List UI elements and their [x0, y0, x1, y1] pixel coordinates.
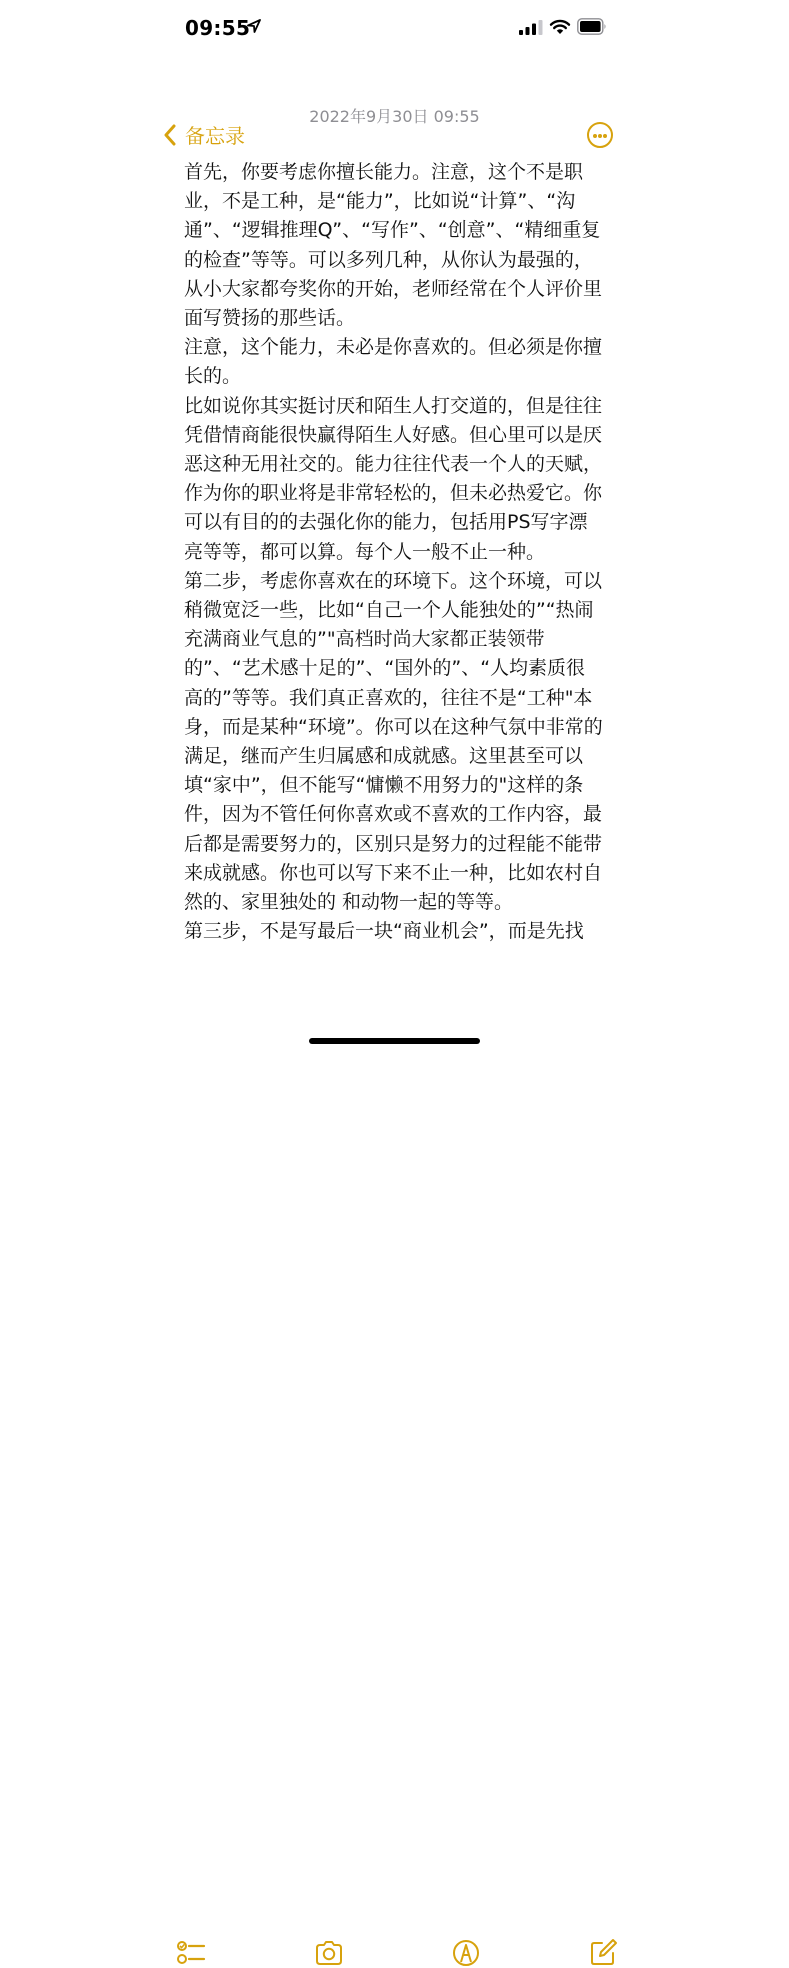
compose-icon[interactable] — [588, 1938, 618, 1968]
cellular-signal-icon — [519, 20, 543, 35]
bottom-toolbar — [0, 964, 789, 1014]
markup-pen-icon[interactable] — [451, 1938, 481, 1968]
note-body[interactable] — [184, 158, 604, 958]
status-bar — [0, 0, 789, 56]
location-arrow-icon — [246, 18, 262, 34]
note-paragraph: 第二步，考虑你喜欢在的环境下。这个环境，可以稍微宽泛一些，比如“自己一个人能独处的”“热闹充满商业气息的”"高档时尚大家都正装领带的”、“艺术感十足的”、“国外的”、“人均素质很高的”等等。我们真正喜欢的，往往不是“工种"本身，而是某种“环境”。你可以在这种气氛中非常的满足，继而产生归属感和成就感。这里甚至可以填“家中”，但不能写“慵懒不用努力的"这样的条件，因为不管任何你喜欢或不喜欢的工作内容，最后都是需要努力的，区别只是努力的过程能不能带来成就感。你也可以写下来不止一种，比如农村自然的、家里独处的 和动物一起的等等。 — [184, 569, 603, 914]
battery-icon — [577, 18, 607, 35]
wifi-icon — [549, 18, 571, 35]
note-paragraph: 第三步，不是写最后一块“商业机会”，而是先找 — [184, 920, 584, 943]
note-paragraph: 注意，这个能力，未必是你喜欢的。但必须是你擅长的。 — [184, 336, 603, 388]
note-paragraph: 比如说你其实挺讨厌和陌生人打交道的，但是往往凭借情商能很快赢得陌生人好感。但心里可以是厌恶这种无用社交的。能力往往代表一个人的天赋，作为你的职业将是非常轻松的，但未必热爱它。你可以有目的的去强化你的能力，包括用PS写字漂亮等等，都可以算。每个人一般不止一种。 — [184, 394, 603, 563]
back-button-label: 备忘录 — [185, 124, 245, 148]
note-paragraph: 首先，你要考虑你擅长能力。注意，这个不是职业，不是工种，是“能力”，比如说“计算”、“沟通”、“逻辑推理Q”、“写作”、“创意”、“精细重复的检查”等等。可以多列几种，从你认为最强的，从小大家都夸奖你的开始，老师经常在个人评价里面写赞扬的那些话。 — [184, 161, 603, 330]
note-date: 2022年9月30日 09:55 — [309, 107, 480, 126]
camera-icon[interactable] — [314, 1938, 344, 1968]
checklist-icon[interactable] — [176, 1938, 206, 1968]
status-time: 09:55 — [185, 16, 251, 40]
home-indicator[interactable] — [309, 1038, 480, 1044]
